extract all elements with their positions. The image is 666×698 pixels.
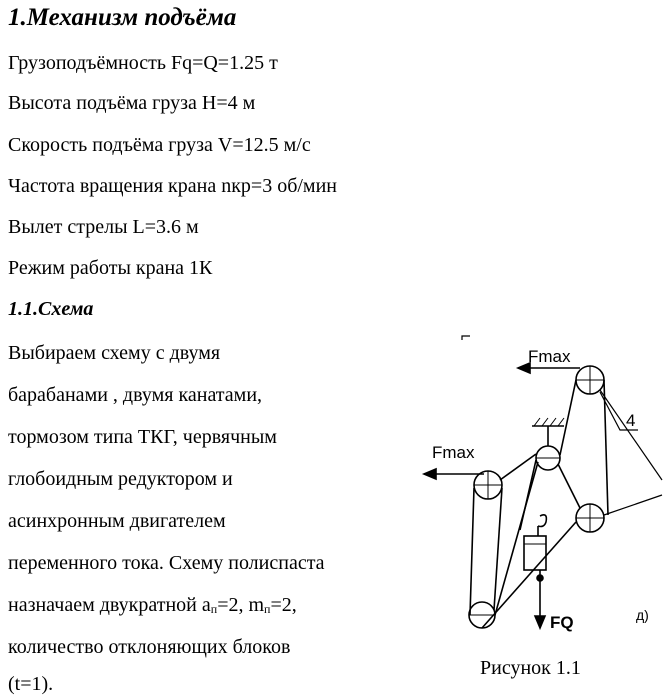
paragraph-line: глобоидным редуктором и — [8, 468, 233, 490]
paragraph-line: переменного тока. Схему полиспаста — [8, 552, 325, 574]
label-fmax-left: Fmax — [432, 443, 475, 462]
hoist-scheme-figure — [400, 330, 666, 650]
paragraph-line: барабанами , двумя канатами, — [8, 384, 263, 406]
paragraph-line-ratio — [8, 594, 297, 617]
label-4: 4 — [626, 411, 636, 430]
paragraph-line: количество отклоняющих блоков — [8, 636, 291, 658]
section-title: 1.Механизм подъёма — [8, 4, 237, 31]
param-height: Высота подъёма груза H=4 м — [8, 92, 256, 114]
ratio-a-val: =2, m — [217, 594, 265, 616]
param-mode: Режим работы крана 1К — [8, 257, 213, 279]
param-rotation: Частота вращения крана nкр=3 об/мин — [8, 175, 337, 197]
paragraph-line: Выбираем схему с двумя — [8, 342, 221, 364]
param-capacity: Грузоподъёмность Fq=Q=1.25 т — [8, 52, 278, 74]
subsection-title: 1.1.Схема — [8, 298, 94, 320]
label-fmax-top: Fmax — [528, 347, 571, 366]
hook-block — [524, 536, 546, 570]
paragraph-line: тормозом типа ТКГ, червячным — [8, 426, 277, 448]
ratio-m-val: =2, — [270, 594, 297, 616]
figure-caption: Рисунок 1.1 — [480, 657, 581, 679]
param-speed: Скорость подъёма груза V=12.5 м/с — [8, 134, 311, 156]
label-fq: FQ — [550, 613, 574, 632]
ratio-a-sub: п — [210, 602, 218, 616]
ratio-m-sub: п — [264, 602, 271, 616]
label-d: д) — [636, 607, 649, 623]
paragraph-line: (t=1). — [8, 673, 54, 695]
paragraph-line: асинхронным двигателем — [8, 510, 226, 532]
param-boom: Вылет стрелы L=3.6 м — [8, 216, 199, 238]
ratio-lead: назначаем двукратной a — [8, 594, 211, 616]
